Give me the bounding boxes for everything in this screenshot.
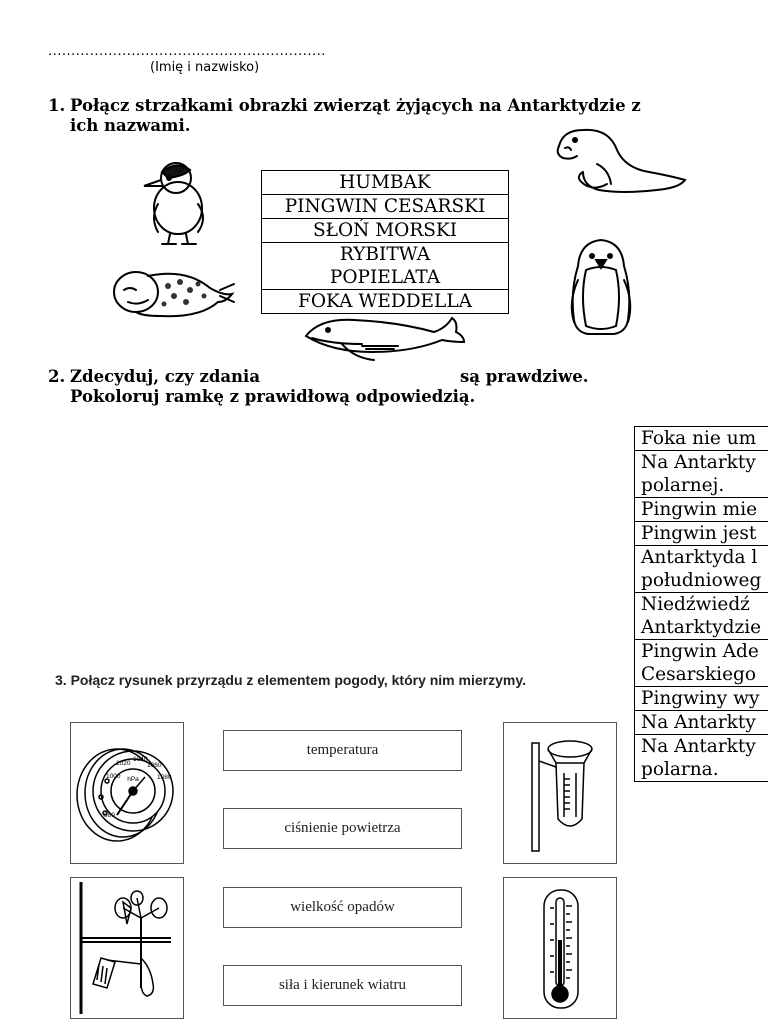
statement-row[interactable] [635, 687, 768, 711]
label-cisnienie-powietrza[interactable]: ciśnienie powietrza [223, 808, 462, 849]
task-1-number: 1. [48, 96, 66, 115]
statement-text: południoweg [641, 570, 762, 591]
name-dotted-line[interactable]: ............................................................ [48, 44, 326, 59]
statement-text: polarna. [641, 759, 719, 780]
task-2-line-1 [70, 367, 589, 387]
barometer-frame[interactable] [70, 722, 184, 864]
statement-text: Pingwin mie [641, 499, 758, 520]
statement-row[interactable] [635, 451, 768, 498]
barometer-unit: hPa [127, 776, 139, 783]
statement-text: Cesarskiego [641, 664, 757, 685]
barometer-scale-value: 1000 [106, 773, 121, 780]
task-2-line-2: Pokoloruj ramkę z prawidłową odpowiedzią. [70, 387, 476, 406]
task-3-instruction: 3. Połącz rysunek przyrządu z elementem pogody, który nim mierzymy. [55, 672, 526, 688]
statement-text: Pingwin Ade [641, 641, 759, 662]
name-cell-rybitwa-popielata[interactable] [262, 242, 508, 289]
statement-row[interactable] [635, 593, 768, 640]
statement-row[interactable] [635, 640, 768, 687]
statement-row[interactable] [635, 546, 768, 593]
statement-text: Na Antarkty [641, 736, 756, 757]
statement-row[interactable] [635, 427, 768, 451]
name-cell-foka-weddella[interactable]: FOKA WEDDELLA [262, 289, 508, 313]
barometer-scale-value: 1040 [133, 756, 148, 763]
statement-row[interactable] [635, 498, 768, 522]
sleeping-seal-icon[interactable] [108, 262, 236, 324]
statement-text: Na Antarkty [641, 712, 756, 733]
statement-text: Pingwiny wy [641, 688, 760, 709]
name-cell-pingwin-cesarski[interactable]: PINGWIN CESARSKI [262, 194, 508, 218]
statement-text: Antarktydzie [641, 617, 762, 638]
name-cell-slon-morski[interactable]: SŁOŃ MORSKI [262, 218, 508, 242]
rain-gauge-icon [504, 723, 616, 863]
anemometer-icon [71, 878, 183, 1018]
statement-row[interactable] [635, 522, 768, 546]
statement-row[interactable] [635, 711, 768, 735]
tern-icon[interactable] [138, 156, 220, 248]
name-cell-rybitwa-line-2: POPIELATA [329, 267, 441, 288]
barometer-scale-value: 980 [104, 812, 115, 819]
animal-names-table [261, 170, 509, 314]
statement-text: Na Antarkty [641, 452, 756, 473]
statement-text: Antarktyda l [641, 547, 758, 568]
task-1-line-1: Połącz strzałkami obrazki zwierząt żyjących na Antarktydzie z [70, 96, 641, 115]
task-2-line-1-b: są prawdziwe. [460, 367, 589, 386]
sea-elephant-icon[interactable] [553, 124, 691, 198]
name-label: (Imię i nazwisko) [150, 60, 260, 75]
barometer-scale-value: 1080 [157, 774, 172, 781]
statements-table [634, 426, 768, 782]
barometer-scale-value: 1020 [116, 760, 131, 767]
statement-row[interactable] [635, 735, 768, 782]
label-temperatura[interactable]: temperatura [223, 730, 462, 771]
statement-text: Foka nie um [641, 428, 757, 449]
statement-text: Niedźwiedź [641, 594, 750, 615]
barometer-scale-value: 1060 [147, 762, 162, 769]
name-cell-rybitwa-line-1: RYBITWA [339, 244, 431, 265]
penguin-icon[interactable] [566, 236, 636, 340]
task-2-number: 2. [48, 367, 66, 386]
label-wielkosc-opadow[interactable]: wielkość opadów [223, 887, 462, 928]
whale-icon[interactable] [302, 306, 468, 362]
task-2-line-1-a: Zdecyduj, czy zdania [70, 367, 261, 386]
rain-gauge-frame[interactable] [503, 722, 617, 864]
task-1-line-2: ich nazwami. [70, 116, 191, 135]
label-sila-i-kierunek-wiatru[interactable]: siła i kierunek wiatru [223, 965, 462, 1006]
statement-text: polarnej. [641, 475, 725, 496]
anemometer-frame[interactable] [70, 877, 184, 1019]
statement-text: Pingwin jest [641, 523, 757, 544]
thermometer-icon [504, 878, 616, 1018]
name-cell-humbak[interactable]: HUMBAK [339, 172, 431, 193]
thermometer-frame[interactable] [503, 877, 617, 1019]
barometer-icon [71, 723, 183, 863]
task-2-instruction [48, 367, 728, 411]
